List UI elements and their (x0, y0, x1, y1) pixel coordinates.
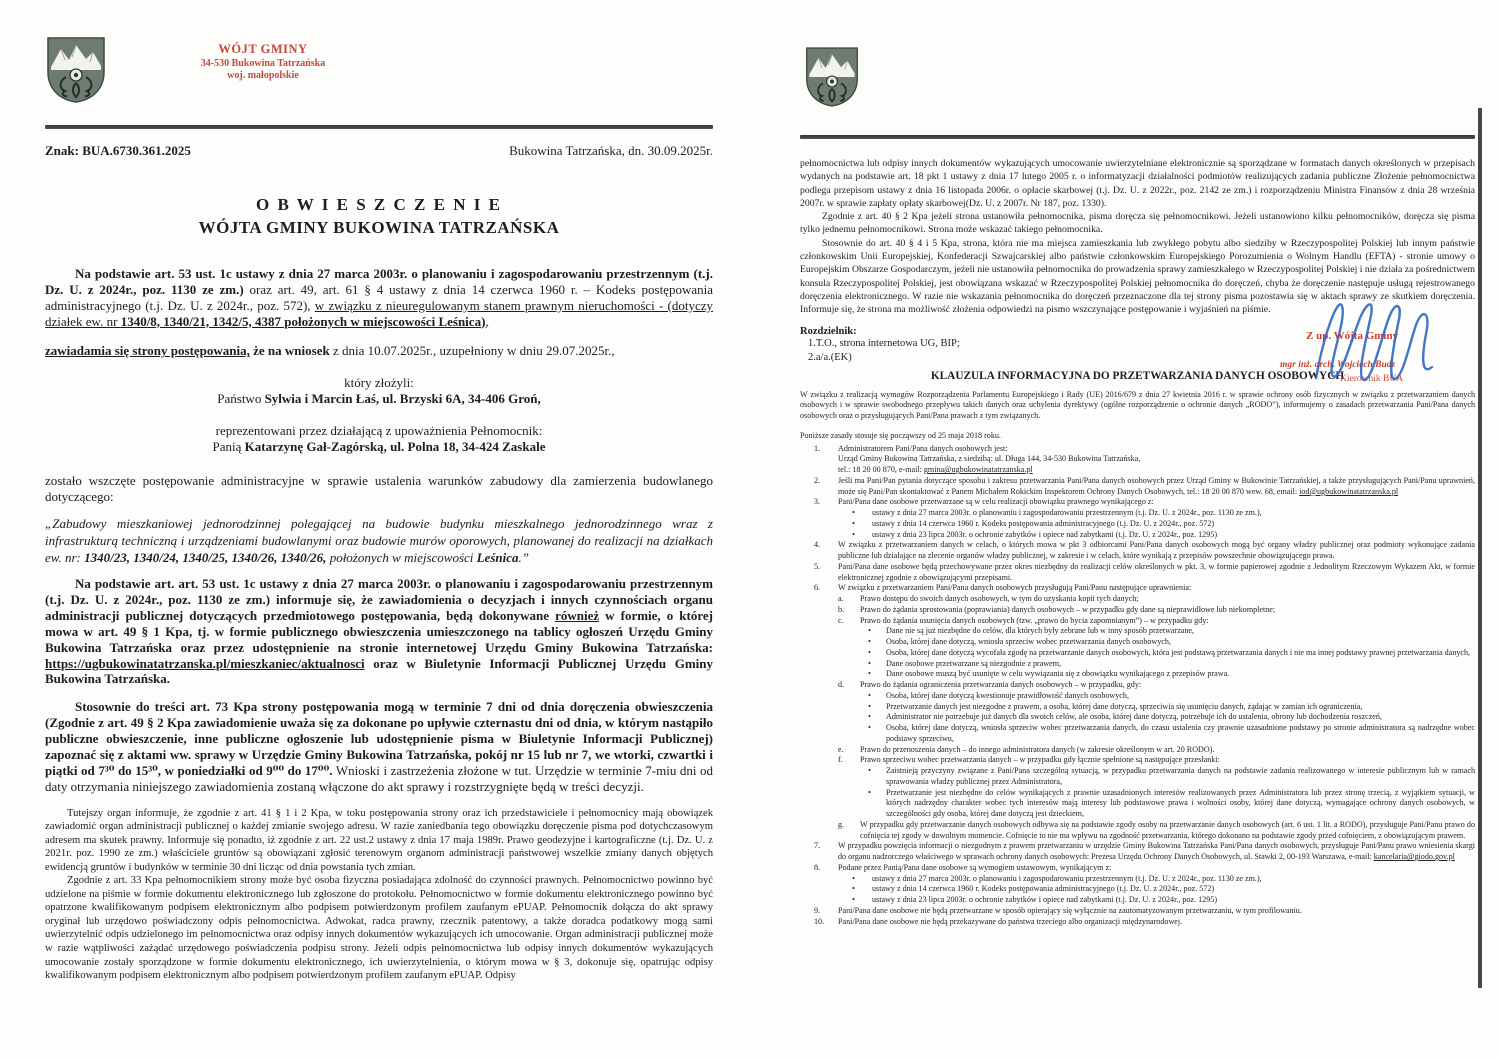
klauzula-heading: KLAUZULA INFORMACYJNA DO PRZETWARZANIA DANYCH OSOBOWYCH (930, 369, 1345, 382)
page-2-header (800, 40, 1475, 135)
klauzula-item: • ustawy z dnia 14 czerwca 1960 r. Kodeks postępowania administracyjnego (t.j. Dz. U. z 2024r., poz. 572) (852, 884, 1215, 894)
klauzula-item: 1. Administratorem Pani/Pana danych osobowych jest: (814, 443, 1008, 453)
para-access-deadline: Stosownie do treści art. 73 Kpa strony postępowania mogą w terminie 7 dni od dnia doręczenia obwieszczenia (Zgodnie z art. 49 § 2 Kpa zawiadomienie uważa się za dokonane po upływie czternastu dni od dnia, w którym nastąpiło publiczne obwieszczenie, inne publiczne ogłoszenie lub udostępnienie pisma w Biuletynie Informacji Publicznej) zapoznać się z aktami ww. sprawy w Urzędzie Gminy Bukowina Tatrzańska, pokój nr 15 lub nr 7, we wtorki, czwartki i piątki od 7³⁰ do 15³⁰, w poniedziałki od 9⁰⁰ do 17⁰⁰. Wnioski i zastrzeżenia złożone w tut. Urzędzie w terminie 7-miu dni od daty otrzymania niniejszego zawiadomienia zostaną włączone do akt sprawy i rozstrzygnięte będą w treści decyzji. (45, 699, 713, 794)
klauzula-item: 7. W przypadku powzięcia informacji o niezgodnym z prawem przetwarzaniu w urzędzie Gminy Bukowina Tatrzańska Pani/Pana danych osobowych, przysługuje Pani/Panu prawo wniesienia skargi do organu nadzorczego właściwego w sprawach ochrony danych osobowych: Prezesa Urzędu Ochrony Danych Osobowych, ul. Stawki 2, 00-193 Warszawa, e-mail: kancelaria@giodo.gov.pl (814, 841, 1475, 862)
para-initiated: zostało wszczęte postępowanie administracyjne w sprawie ustalenia warunków zabudowy dla zamierzenia budowlanego dotyczącego: (45, 472, 713, 504)
klauzula-item: f. Prawo sprzeciwu wobec przetwarzania danych – w przypadku gdy łącznie spełnione są następujące przesłanki: (838, 755, 1220, 765)
attorney: Panią Katarzynę Gał-Zagórską, ul. Polna 18, 34-424 Zaskale (212, 438, 546, 454)
page-1 (45, 30, 713, 983)
place-date: Bukowina Tatrzańska, dn. 30.09.2025r. (509, 143, 713, 158)
klauzula-item: • ustawy z dnia 23 lipca 2003r. o ochronie zabytków i opiece nad zabytkami (t.j. Dz. U. z 2024r., poz. 1295) (852, 529, 1218, 539)
signatory-name-stamp: mgr inż. arch. Wojciech Budz (1280, 360, 1396, 370)
header-rule (800, 135, 1475, 139)
klauzula-item: • Przetwarzanie danych jest niezgodne z prawem, a osoba, której dane dotyczą, sprzeciwia się usunięciu danych, żądając w zamian ich ograniczenia, (868, 701, 1363, 711)
document-subtitle: WÓJTA GMINY BUKOWINA TATRZAŃSKA (198, 218, 560, 237)
klauzula-item: • Osoba, której dane dotyczą, wniosła sprzeciw wobec przetwarzania danych, do czasu ustalenia czy prawnie uzasadnione podstawy po stronie administratora są nadrzędne wobec podstawy sprzeciwu, (868, 723, 1475, 743)
applicants: Państwo Sylwia i Marcin Łaś, ul. Brzyski 6A, 34-406 Groń, (217, 391, 541, 407)
para-legal-basis: Na podstawie art. 53 ust. 1c ustawy z dnia 27 marca 2003r. o planowaniu i zagospodarowaniu przestrzennym (t.j. Dz. U. z 2024r., poz. 1130 ze zm.) oraz art. 49, art. 61 § 4 ustawy z dnia 14 czerwca 1960 r. – Kodeks postępowania administracyjnego (t.j. Dz. U. z 2024r., poz. 572), w związku z nieuregulowanym stanem prawnym nieruchomości - (dotyczy działek ew. nr 1340/8, 1340/21, 1342/5, 4387 położonych w miejscowości Leśnica), (45, 266, 713, 329)
para-notice: zawiadamia się strony postępowania, że na wniosek z dnia 10.07.2025r., uzupełniony w dniu 29.07.2025r., (45, 343, 615, 359)
klauzula-item: 6. W związku z przetwarzaniem Pani/Pana danych osobowych przysługują Pani/Panu następujące uprawnienia: (814, 583, 1192, 593)
klauzula-item: • Administrator nie potrzebuje już danych dla swoich celów, ale osoba, której dane dotyczą, potrzebuje ich do ustalenia, obrony lub dochodzenia roszczeń, (868, 712, 1382, 722)
case-reference: Znak: BUA.6730.361.2025 (45, 143, 191, 158)
klauzula-item: 4. W związku z przetwarzaniem danych w celach, o których mowa w pkt 3 odbiorcami Pani/Pana danych osobowych mogą być organy władzy publicznej oraz podmioty wykonujące zadania publiczne lub działające na zlecenie organów władzy publicznej, w zakresie i w celach, które wynikają z przepisów powszechnie obowiązującego prawa. (814, 540, 1475, 561)
klauzula-item: • ustawy z dnia 14 czerwca 1960 r. Kodeks postępowania administracyjnego (t.j. Dz. U. z 2024r., poz. 572) (852, 518, 1215, 528)
klauzula-item: c. Prawo do żądania usunięcia danych osobowych (tzw. „prawo do bycia zapomnianym”) – w przypadku gdy: (838, 615, 1209, 625)
stamp-address: 34-530 Bukowina Tatrzańska (200, 57, 326, 69)
stamp-voivodeship: woj. małopolskie (227, 70, 299, 82)
submitted-by-label: który złożyli: (344, 375, 414, 391)
klauzula-preface: Poniższe zasady stosuje się począwszy od 25 maja 2018 roku. (800, 430, 1001, 440)
signatory-position-stamp: Kierownik BUA (1340, 374, 1404, 384)
para-attorney-provisions: Zgodnie z art. 33 Kpa pełnomocnikiem strony może być osoba fizyczna posiadająca zdolność do czynności prawnych. Pełnomocnictwo powinno być udzielone na piśmie w formie dokumentu elektronicznego lub zgłoszone do protokołu. Pełnomocnictwo w formie dokumentu elektronicznego powinno być opatrzone kwalifikowanym podpisem elektronicznym albo podpisem potwierdzonym profilem zaufanym ePUAP. Pełnomocnik dołącza do akt sprawy oryginał lub urzędowo poświadczony odpis pełnomocnictwa. Adwokat, radca prawny, rzecznik patentowy, a także doradca podatkowy mogą sami uwierzytelnić odpis udzielonego im pełnomocnictwa oraz odpisy innych dokumentów wykazujących ich umocowanie. Organ administracji publicznej może w razie wątpliwości zażądać urzędowego poświadczenia podpisu strony. Jeżeli odpis pełnomocnictwa lub odpisy innych dokumentów wykazujących umocowanie zostały sporządzone w formie dokumentu elektronicznego, ich uwierzytelnienia, o którym mowa w § 3, dokonuje się, opatrując odpisy kwalifikowanym podpisem elektronicznym albo podpisem potwierdzonym profilem zaufanym ePUAP. Odpisy (45, 875, 713, 982)
coat-of-arms (804, 46, 860, 108)
para-attorney-continued: pełnomocnictwa lub odpisy innych dokumentów wykazujących umocowanie uwierzytelniane elektronicznie są sporządzane w formatach danych określonych w przepisach wydanych na podstawie art. 18 pkt 1 ustawy z dnia 17 lutego 2005 r. o informatyzacji działalności podmiotów realizujących zadania publiczne Złożenie pełnomocnictwa podlega przepisom ustawy z dnia 16 listopada 2006r. o opłacie skarbowej (t.j. Dz. U. z 2022r., poz. 2142 ze zm.) i rozporządzeniu Ministra Finansów z dnia 28 września 2007r. w sprawie zapłaty opłaty skarbowej(Dz. U. z 2007r. Nr 187, poz. 1330). (800, 158, 1475, 209)
document-title: O B W I E S Z C Z E N I E (256, 195, 502, 214)
para-public-notice-form: Na podstawie art. art. 53 ust. 1c ustawy z dnia 27 marca 2003r. o planowaniu i zagospodarowaniu przestrzennym (t.j. Dz. U. z 2024r., poz. 1130 ze zm.) informuje się, że zawiadomienia o decyzjach i innych czynnościach organu administracji publicznej dotyczących przedmiotowego postępowania, będą dokonywane również w formie, o której mowa w art. 49 § 1 Kpa, tj. w formie publicznego obwieszczenia umieszczonego na tablicy ogłoszeń Urzędu Gminy Bukowina Tatrzańska oraz przez udostępnienie na stronie internetowej Urzędu Gminy Bukowina Tatrzańska: https://ugbukowinatatrzanska.pl/mieszkaniec/aktualnosci oraz w Biuletynie Informacji Publicznej Urzędu Gminy Bukowina Tatrzańska. (45, 576, 713, 687)
klauzula-item: • ustawy z dnia 23 lipca 2003r. o ochronie zabytków i opiece nad zabytkami (t.j. Dz. U. z 2024r., poz. 1295) (852, 895, 1218, 905)
para-art40-2: Zgodnie z art. 40 § 2 Kpa jeżeli strona ustanowiła pełnomocnika, pisma doręcza się pełnomocnikowi. Jeżeli ustanowiono kilku pełnomocników, doręcza się pisma tylko jednemu pełnomocnikowi. Strona może wskazać takiego pełnomocnika. (800, 211, 1475, 236)
klauzula-item: a. Prawo dostępu do swoich danych osobowych, w tym do uzyskania kopii tych danych; (838, 594, 1139, 604)
klauzula-item: • Zaistnieją przyczyny związane z Pani/Pana szczególną sytuacją, w przypadku przetwarzania danych na podstawie zadania realizowanego w interesie publicznym lub w ramach sprawowania władzy publicznej przez Administratora, (868, 766, 1475, 786)
klauzula-item: tel.: 18 20 00 870, e-mail: gmina@ugbukowinatatrzanska.pl (838, 465, 1033, 475)
page-1-header (45, 30, 713, 125)
klauzula-item: Urząd Gminy Bukowina Tatrzańska, z siedzibą: ul. Długa 144, 34-530 Bukowina Tatrzańska, (838, 454, 1141, 464)
klauzula-intro: W związku z realizacją wymogów Rozporządzenia Parlamentu Europejskiego i Rady (UE) 2016/679 z dnia 27 kwietnia 2016 r. w sprawie ochrony osób fizycznych w związku z przetwarzaniem danych osobowych i w sprawie swobodnego przepływu takich danych oraz uchylenia dyrektywy (ogólne rozporządzenie o ochronie danych „RODO”), informujemy o zasadach przetwarzania Pani/Pana danych osobowych oraz o przysługujących Pani/Pana prawach z tym związanych. (800, 389, 1475, 421)
klauzula-item: • Dane osobowe przetwarzane są niezgodnie z prawem, (868, 658, 1062, 668)
header-rule (45, 125, 713, 129)
klauzula-item: • Osoba, której dane dotyczą wycofała zgodę na przetwarzanie danych osobowych, która jest podstawą przetwarzania danych i nie ma innej podstawy prawnej przetwarzania danych, (868, 647, 1471, 657)
klauzula-item: 10. Pani/Pana dane osobowe nie będą przekazywane do państwa trzeciego albo organizacji międzynarodowej. (814, 916, 1183, 926)
header-stamp (163, 42, 363, 83)
signature-authorization-stamp: Z up. Wójta Gminy (1306, 330, 1399, 342)
klauzula-item: • Osoba, której dane dotyczą kwestionuje prawidłowość danych osobowych, (868, 690, 1129, 700)
klauzula-item: d. Prawo do żądania ograniczenia przetwarzania danych osobowych – w przypadku, gdy: (838, 680, 1142, 690)
coat-of-arms (45, 36, 107, 104)
para-address-obligation: Tutejszy organ informuje, że zgodnie z art. 41 § 1 i 2 Kpa, w toku postępowania strony oraz ich przedstawiciele i pełnomocnicy mają obowiązek zawiadomić organ administracji publicznej o każdej zmianie swojego adresu. W razie zaniedbania tego obowiązku doręczenie pisma pod dotychczasowym adresem ma skutek prawny. Informuje się ponadto, iż zgodnie z art. 22 ust.2 ustawy z dnia 17 maja 1989r. Prawo geodezyjne i kartograficzne (t.j. Dz. U. z 2021r. poz. 1990 ze zm.) właściciele gruntów są obowiązani zgłosić terenowym organom administracji państwowej wszelkie zmiany danych objętych ewidencją gruntów i budynków w terminie 30 dni licząc od dnia powstania tych zmian. (45, 807, 713, 873)
rozdzielnik-line-1: 1.T.O., strona internetowa UG, BIP; (808, 338, 960, 350)
rozdzielnik-line-2: 2.a/a.(EK) (808, 351, 852, 363)
page-2 (800, 40, 1475, 927)
represented-label: reprezentowani przez działającą z upoważnienia Pełnomocnik: (215, 423, 543, 439)
klauzula-item: e. Prawo do przenoszenia danych – do innego administratora danych (w zakresie określonym w art. 20 RODO). (838, 744, 1215, 754)
klauzula-list (800, 444, 1475, 928)
klauzula-item: b. Prawo do żądania sprostowania (poprawiania) danych osobowych – w przypadku gdy dane są nieprawidłowe lub niekompletne; (838, 604, 1276, 614)
klauzula-item: • Dane nie są już niezbędne do celów, dla których były zebrane lub w inny sposób przetwarzane, (868, 626, 1195, 636)
klauzula-item: • Dane osobowe muszą być usunięte w celu wywiązania się z obowiązku wynikającego z przepisów prawa. (868, 669, 1230, 679)
klauzula-item: 5. Pani/Pana dane osobowe będą przechowywane przez okres niezbędny do realizacji celów określonych w pkt. 3, w formie papierowej zgodnie z Jednolitym Rzeczowym Wykazem Akt, w formie elektronicznej zgodnie z obowiązującymi przepisami. (814, 561, 1475, 582)
para-art40-4-5: Stosownie do art. 40 § 4 i 5 Kpa, strona, która nie ma miejsca zamieszkania lub zwykłego pobytu albo siedziby w Rzeczypospolitej Polskiej lub innym państwie członkowskim Unii Europejskiej, Konfederacji Szwajcarskiej albo państwie członkowskim Europejskiego Porozumienia o Wolnym Handlu (EFTA) - stronie umowy o Europejskim Obszarze Gospodarczym, jeżeli nie ustanowiła pełnomocnika do prowadzenia sprawy zamieszkałego w Rzeczypospolitej Polskiej i nie działa za pośrednictwem konsula Rzeczypospolitej Polskiej, jest obowiązana wskazać w Rzeczypospolitej Polskiej pełnomocnika do doręczeń, chyba że doręczenie następuje usługą rejestrowanego doręczenia elektronicznego. W razie nie wskazania pełnomocnika do doręczeń przeznaczone dla tej strony pisma pozostawia się w aktach sprawy ze skutkiem doręczenia. Informuje się, że strona ma możliwość złożenia odpowiedzi na pismo wszczynające postępowanie i wyjaśnień na piśmie. (800, 237, 1475, 316)
klauzula-item: • Przetwarzanie jest niezbędne do celów wynikających z prawnie uzasadnionych interesów realizowanych przez Administratora lub przez stronę trzecią, z wyjątkiem sytuacji, w których nadrzędny charakter wobec tych interesów mają interesy lub podstawowe prawa i wolności osoby, której dane dotyczą, wymagające ochrony danych osobowych, w szczególności gdy osoba, której dane dotyczą jest dzieckiem, (868, 787, 1475, 819)
scan-edge-artifact (1478, 108, 1482, 988)
klauzula-item: • Osoba, której dane dotyczą, wniosła sprzeciw wobec przetwarzania danych osobowych, (868, 637, 1171, 647)
rozdzielnik-label: Rozdzielnik: (800, 326, 857, 338)
klauzula-item: 3. Pani/Pana dane osobowe przetwarzane są w celu realizacji obowiązku prawnego wynikającego z: (814, 497, 1154, 507)
klauzula-item: • ustawy z dnia 27 marca 2003r. o planowaniu i zagospodarowaniu przestrzennym (t.j. Dz. U. z 2024r., poz. 1130 ze zm.), (852, 873, 1262, 883)
stamp-office: WÓJT GMINY (218, 42, 308, 56)
klauzula-item: 2. Jeśli ma Pani/Pan pytania dotyczące sposobu i zakresu przetwarzania Pani/Pana danych osobowych przez Urząd Gminy w Bukowinie Tatrzańskiej, a także przysługujących Pani/Panu uprawnień, może się Pani/Pan skontaktować z Panem Michałem Rokickim Inspektorem Ochrony Danych Osobowych, tel.: 18 20 00 870 wew. 68, email: iod@ugbukowinatatrzanska.pl (814, 475, 1475, 496)
reference-row (45, 143, 713, 159)
klauzula-item: 8. Podane przez Panią/Pana dane osobowe są wymogiem ustawowym, wynikającym z: (814, 862, 1112, 872)
klauzula-item: g. W przypadku gdy przetwarzanie danych osobowych odbywa się na podstawie zgody osoby na przetwarzanie danych osobowych (art. 6 ust. 1 lit. a RODO), przysługuje Pani/Panu prawo do cofnięcia tej zgody w dowolnym momencie. Cofnięcie to nie ma wpływu na zgodność przetwarzania, którego dokonano na podstawie zgody przed cofnięciem, z obowiązującym prawem. (838, 819, 1475, 840)
klauzula-item: • ustawy z dnia 27 marca 2003r. o planowaniu i zagospodarowaniu przestrzennym (t.j. Dz. U. z 2024r., poz. 1130 ze zm.), (852, 508, 1262, 518)
klauzula-item: 9. Pani/Pana dane osobowe nie będą przetwarzane w sposób opierający się wyłącznie na zautomatyzowanym przetwarzaniu, w tym profilowaniu. (814, 905, 1302, 915)
para-quote: „Zabudowy mieszkaniowej jednorodzinnej polegającej na budowie budynku mieszkalnego jednorodzinnego wraz z infrastrukturą techniczną i urządzeniami budowlanymi oraz budowie murów oporowych, planowanej do realizacji na działkach ew. nr: 1340/23, 1340/24, 1340/25, 1340/26, 1340/26, położonych w miejscowości Leśnica.” (45, 516, 713, 565)
